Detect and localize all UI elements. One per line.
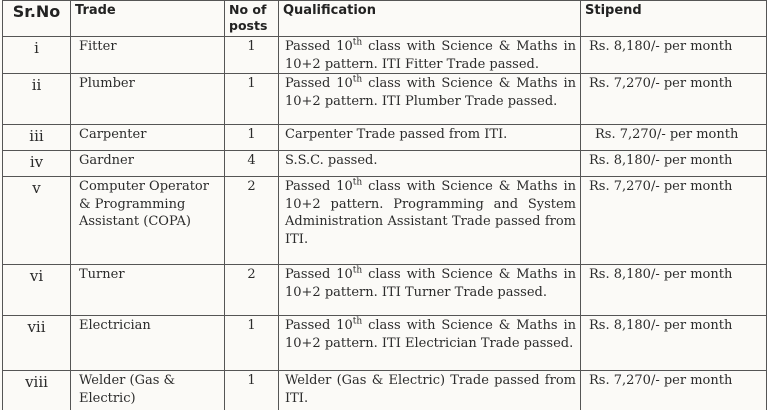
row-stipend: Rs. 7,270/- per month <box>581 74 767 125</box>
row-sr-no: vi <box>3 265 71 316</box>
row-qualification: Passed 10th class with Science & Maths in 10+2 pattern. ITI Plumber Trade passed. <box>279 74 581 125</box>
row-qualification: Passed 10th class with Science & Maths in 10+2 pattern. Programming and System Administration Assistant Trade passed from ITI. <box>279 177 581 265</box>
row-stipend: Rs. 8,180/- per month <box>581 37 767 74</box>
row-posts: 1 <box>225 74 279 125</box>
row-sr-no: vii <box>3 316 71 371</box>
row-trade: Carpenter <box>71 125 225 151</box>
header-qualification: Qualification <box>279 1 581 37</box>
table-row <box>3 265 767 316</box>
table-row <box>3 316 767 371</box>
row-stipend: Rs. 8,180/- per month <box>581 316 767 371</box>
row-trade: Plumber <box>71 74 225 125</box>
row-trade: Computer Operator & Programming Assistant (COPA) <box>71 177 225 265</box>
row-posts: 1 <box>225 125 279 151</box>
row-qualification: S.S.C. passed. <box>279 151 581 177</box>
row-sr-no: v <box>3 177 71 265</box>
row-trade: Electrician <box>71 316 225 371</box>
row-posts: 2 <box>225 177 279 265</box>
row-sr-no: iv <box>3 151 71 177</box>
header-trade: Trade <box>71 1 225 37</box>
row-trade: Welder (Gas & Electric) <box>71 371 225 410</box>
row-sr-no: ii <box>3 74 71 125</box>
row-qualification: Passed 10th class with Science & Maths in 10+2 pattern. ITI Fitter Trade passed. <box>279 37 581 74</box>
table-header-row <box>3 1 767 37</box>
row-stipend: Rs. 7,270/- per month <box>581 125 767 151</box>
row-sr-no: i <box>3 37 71 74</box>
row-posts: 1 <box>225 371 279 410</box>
row-posts: 1 <box>225 37 279 74</box>
row-stipend: Rs. 8,180/- per month <box>581 151 767 177</box>
table-row <box>3 177 767 265</box>
header-no-of-posts: No of posts <box>225 1 279 37</box>
table-row <box>3 37 767 74</box>
row-trade: Turner <box>71 265 225 316</box>
row-stipend: Rs. 8,180/- per month <box>581 265 767 316</box>
row-stipend: Rs. 7,270/- per month <box>581 371 767 410</box>
table-row <box>3 151 767 177</box>
table-row <box>3 125 767 151</box>
row-posts: 2 <box>225 265 279 316</box>
row-qualification: Passed 10th class with Science & Maths in 10+2 pattern. ITI Turner Trade passed. <box>279 265 581 316</box>
row-qualification: Welder (Gas & Electric) Trade passed from ITI. <box>279 371 581 410</box>
header-stipend: Stipend <box>581 1 767 37</box>
row-sr-no: viii <box>3 371 71 410</box>
row-posts: 1 <box>225 316 279 371</box>
header-sr-no: Sr.No <box>3 1 71 37</box>
apprentice-trades-table <box>2 0 767 410</box>
row-qualification: Passed 10th class with Science & Maths in 10+2 pattern. ITI Electrician Trade passed. <box>279 316 581 371</box>
row-posts: 4 <box>225 151 279 177</box>
table-row <box>3 74 767 125</box>
row-stipend: Rs. 7,270/- per month <box>581 177 767 265</box>
row-qualification: Carpenter Trade passed from ITI. <box>279 125 581 151</box>
row-sr-no: iii <box>3 125 71 151</box>
row-trade: Fitter <box>71 37 225 74</box>
row-trade: Gardner <box>71 151 225 177</box>
table-row <box>3 371 767 410</box>
